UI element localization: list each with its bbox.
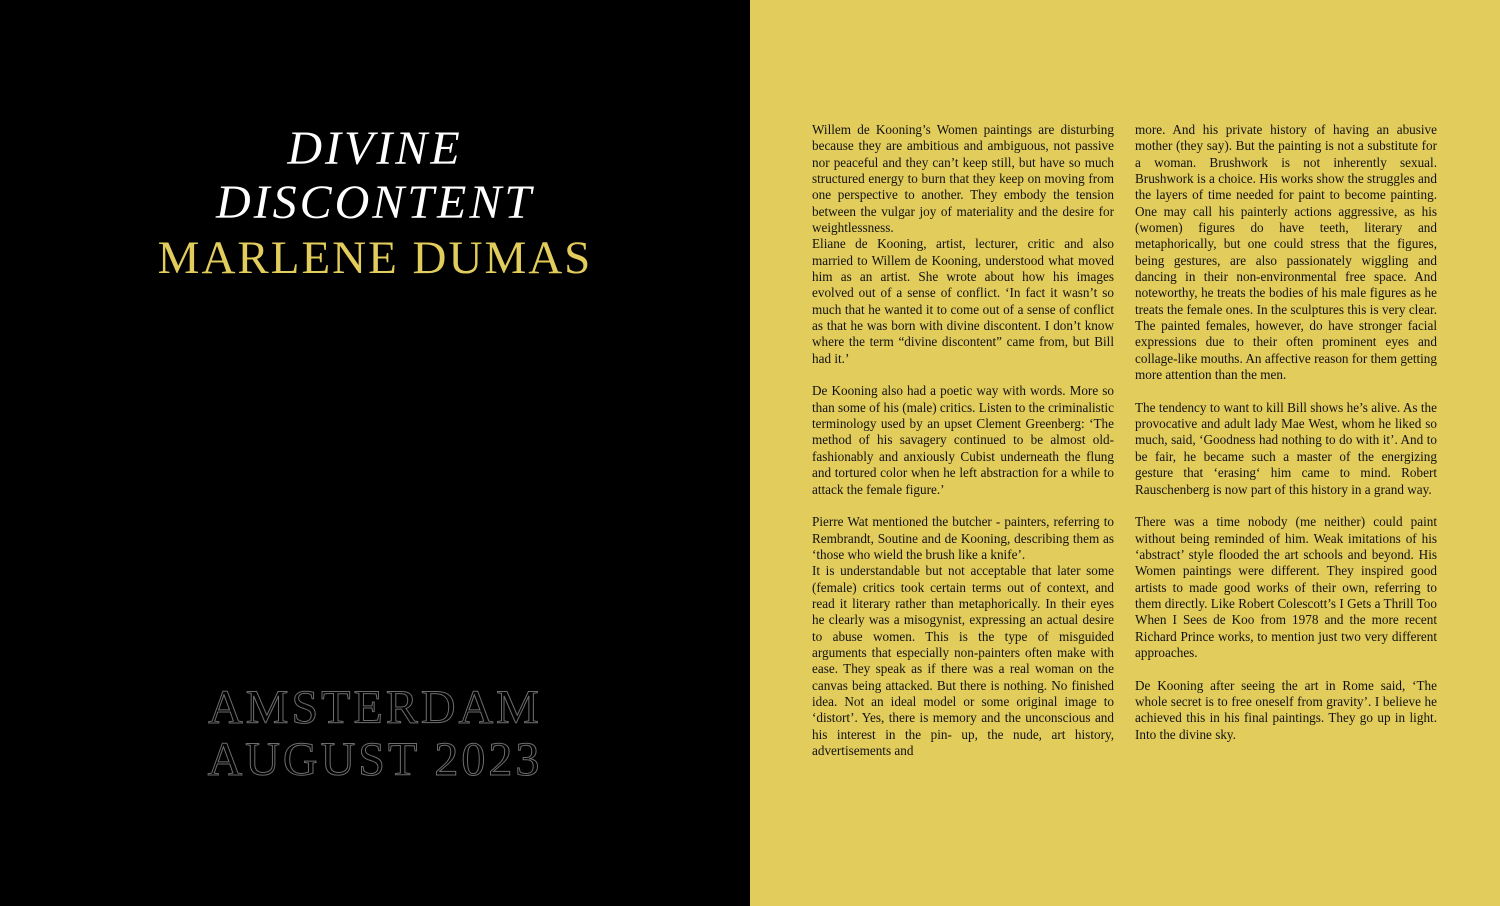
article-paragraph: The tendency to want to kill Bill shows he’s alive. As the provocative and adult lady Mae West, whom he liked so much, said, ‘Goodness had nothing to do with it’. And to be fair, he became such a master of the energizing gesture that ‘erasing‘ him came to mind. Robert Rauschenberg is now part of this history in a grand way. xyxy=(1135,399,1437,497)
title-block xyxy=(0,122,750,286)
title-line-1: DIVINE xyxy=(287,122,463,175)
article-paragraph: It is understandable but not acceptable that later some (female) critics took certain terms out of context, and read it literary rather than metaphorically. In their eyes he clearly was a misogynist, expressing an actual desire to abuse women. This is the type of misguided arguments that especially non-painters often make with ease. They speak as if there was a real woman on the canvas being attacked. But there is nothing. No finished idea. Not an ideal model or some original image to ‘distort’. Yes, there is memory and the unconscious and his interest in the pin- up, the nude, art history, advertisements and xyxy=(812,563,1114,758)
article-page xyxy=(750,0,1500,906)
place-date-block xyxy=(0,682,750,786)
author-name: MARLENE DUMAS xyxy=(157,232,593,284)
article-paragraph: De Kooning after seeing the art in Rome said, ‘The whole secret is to free oneself from gravity’. I believe he achieved this in his final paintings. They go up in light. Into the divine sky. xyxy=(1135,677,1437,742)
place-text: AMSTERDAM xyxy=(208,681,542,734)
article-column-2 xyxy=(1135,122,1437,743)
article-paragraph: Willem de Kooning’s Women paintings are disturbing because they are ambitious and ambiguous, not passive nor peaceful and they can’t keep still, but have so much structured energy to burn that they keep on moving from one perspective to another. They embody the tension between the vulgar joy of materiality and the desire for weightlessness. xyxy=(812,122,1114,236)
article-paragraph: Eliane de Kooning, artist, lecturer, critic and also married to Willem de Kooning, understood what moved him as an artist. She wrote about how his images evolved out of a sense of conflict. ‘In fact it wasn’t so much that he wanted it to come out of a sense of conflict as that he was born with divine discontent. I don’t know where the term “divine discontent” came from, but Bill had it.’ xyxy=(812,236,1114,366)
article-paragraph: Pierre Wat mentioned the butcher - painters, referring to Rembrandt, Soutine and de Kooning, describing them as ‘those who wield the brush like a knife’. xyxy=(812,514,1114,562)
title-line-2: DISCONTENT xyxy=(215,176,535,229)
article-column-1 xyxy=(812,122,1114,759)
article-paragraph: There was a time nobody (me neither) could paint without being reminded of him. Weak imitations of his ‘abstract’ style flooded the art schools and beyond. His Women paintings were different. They inspired good artists to made good works of their own, referring to them directly. Like Robert Colescott’s I Gets a Thrill Too When I Sees de Koo from 1978 and the more recent Richard Prince works, to mention just two very different approaches. xyxy=(1135,514,1437,660)
article-paragraph: more. And his private history of having an abusive mother (they say). But the painting is not a substitute for a woman. Brushwork is not inherently sexual. Brushwork is a choice. His works show the struggles and the layers of time needed for paint to become painting. One may call his painterly actions aggressive, as his (women) figures do have teeth, literary and metaphorically, but one could stress that the figures, being gestures, are also passionately wiggling and dancing in their non-environmental free space. And noteworthy, he treats the bodies of his male figures as he treats the female ones. In the sculptures this is very clear. The painted females, however, do have stronger facial expressions due to their often prominent eyes and collage-like mouths. An affective reason for them getting more attention than the men. xyxy=(1135,122,1437,383)
date-text: AUGUST 2023 xyxy=(207,733,543,786)
article-paragraph: De Kooning also had a poetic way with words. More so than some of his (male) critics. Listen to the criminalistic terminology used by an upset Clement Greenberg: ‘The method of his savagery continued to be almost old-fashionably and anxiously Cubist underneath the flung and tortured color when he left abstraction for a while to attack the female figure.’ xyxy=(812,383,1114,497)
